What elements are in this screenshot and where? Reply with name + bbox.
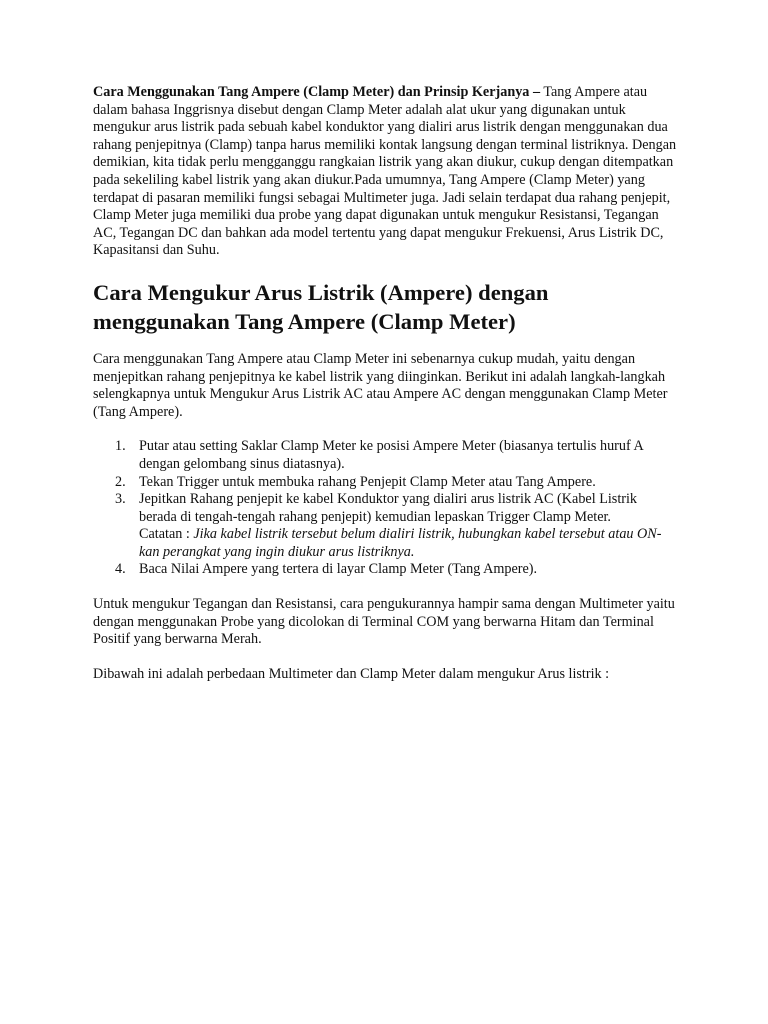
step-text: Baca Nilai Ampere yang tertera di layar Clamp Meter (Tang Ampere). (139, 561, 538, 578)
spacer (93, 649, 678, 666)
step-number: 4. (115, 561, 126, 578)
step-number: 3. (115, 491, 126, 508)
list-item (93, 438, 678, 473)
list-item (93, 561, 678, 579)
list-item (93, 474, 678, 492)
list-item (93, 491, 678, 561)
step-text: Tekan Trigger untuk membuka rahang Penjepit Clamp Meter atau Tang Ampere. (139, 473, 596, 490)
step-number: 2. (115, 473, 126, 490)
section-paragraph: Cara menggunakan Tang Ampere atau Clamp Meter ini sebenarnya cukup mudah, yaitu dengan menjepitkan rahang penjepitnya ke kabel listrik yang diinginkan. Berikut ini adalah langkah-langkah selengkapnya untuk Mengukur Arus Listrik AC atau Ampere AC dengan menggunakan Clamp Meter (Tang Ampere). (93, 350, 668, 420)
steps-list (93, 438, 678, 579)
spacer (93, 579, 678, 596)
document-page (93, 84, 678, 683)
note-text: Jika kabel listrik tersebut belum dialiri listrik, hubungkan kabel tersebut atau ON-kan perangkat yang ingin diukur arus listriknya. (139, 526, 662, 560)
closing-paragraph-1: Untuk mengukur Tegangan dan Resistansi, cara pengukurannya hampir sama dengan Multimeter yaitu dengan menggunakan Probe yang dicolokan di Terminal COM yang berwarna Hitam dan Terminal Positif yang berwarna Merah. (93, 596, 675, 648)
closing-paragraph-2: Dibawah ini adalah perbedaan Multimeter dan Clamp Meter dalam mengukur Arus listrik : (93, 665, 610, 682)
intro-body: Tang Ampere atau dalam bahasa Inggrisnya disebut dengan Clamp Meter adalah alat ukur yang digunakan untuk mengukur arus listrik pada sebuah kabel konduktor yang dialiri arus listrik dengan menggunakan dua rahang penjepitnya (Clamp) tanpa harus memiliki kontak langsung dengan terminal listriknya. Dengan demikian, kita tidak perlu mengganggu rangkaian listrik yang akan diukur, cukup dengan ditempatkan pada sekeliling kabel listrik yang akan diukur.Pada umumnya, Tang Ampere (Clamp Meter) yang terdapat di pasaran memiliki fungsi sebagai Multimeter juga. Jadi selain terdapat dua rahang penjepit, Clamp Meter juga memiliki dua probe yang dapat digunakan untuk mengukur Resistansi, Tegangan AC, Tegangan DC dan bahkan ada model tertentu yang dapat mengukur Frekuensi, Arus Listrik DC, Kapasitansi dan Suhu. (93, 84, 677, 259)
note-label: Catatan : (139, 526, 194, 543)
intro-lead: Cara Menggunakan Tang Ampere (Clamp Meter) dan Prinsip Kerjanya – (93, 84, 541, 100)
step-number: 1. (115, 438, 126, 455)
intro-paragraph (93, 84, 678, 260)
step-text: Putar atau setting Saklar Clamp Meter ke posisi Ampere Meter (biasanya tertulis huruf A dengan gelombang sinus diatasnya). (139, 438, 643, 472)
section-heading: Cara Mengukur Arus Listrik (Ampere) dengan menggunakan Tang Ampere (Clamp Meter) (93, 279, 549, 334)
step-text: Jepitkan Rahang penjepit ke kabel Konduktor yang dialiri arus listrik AC (Kabel Listrik berada di tengah-tengah rahang penjepit) kemudian lepaskan Trigger Clamp Meter. (139, 491, 638, 525)
